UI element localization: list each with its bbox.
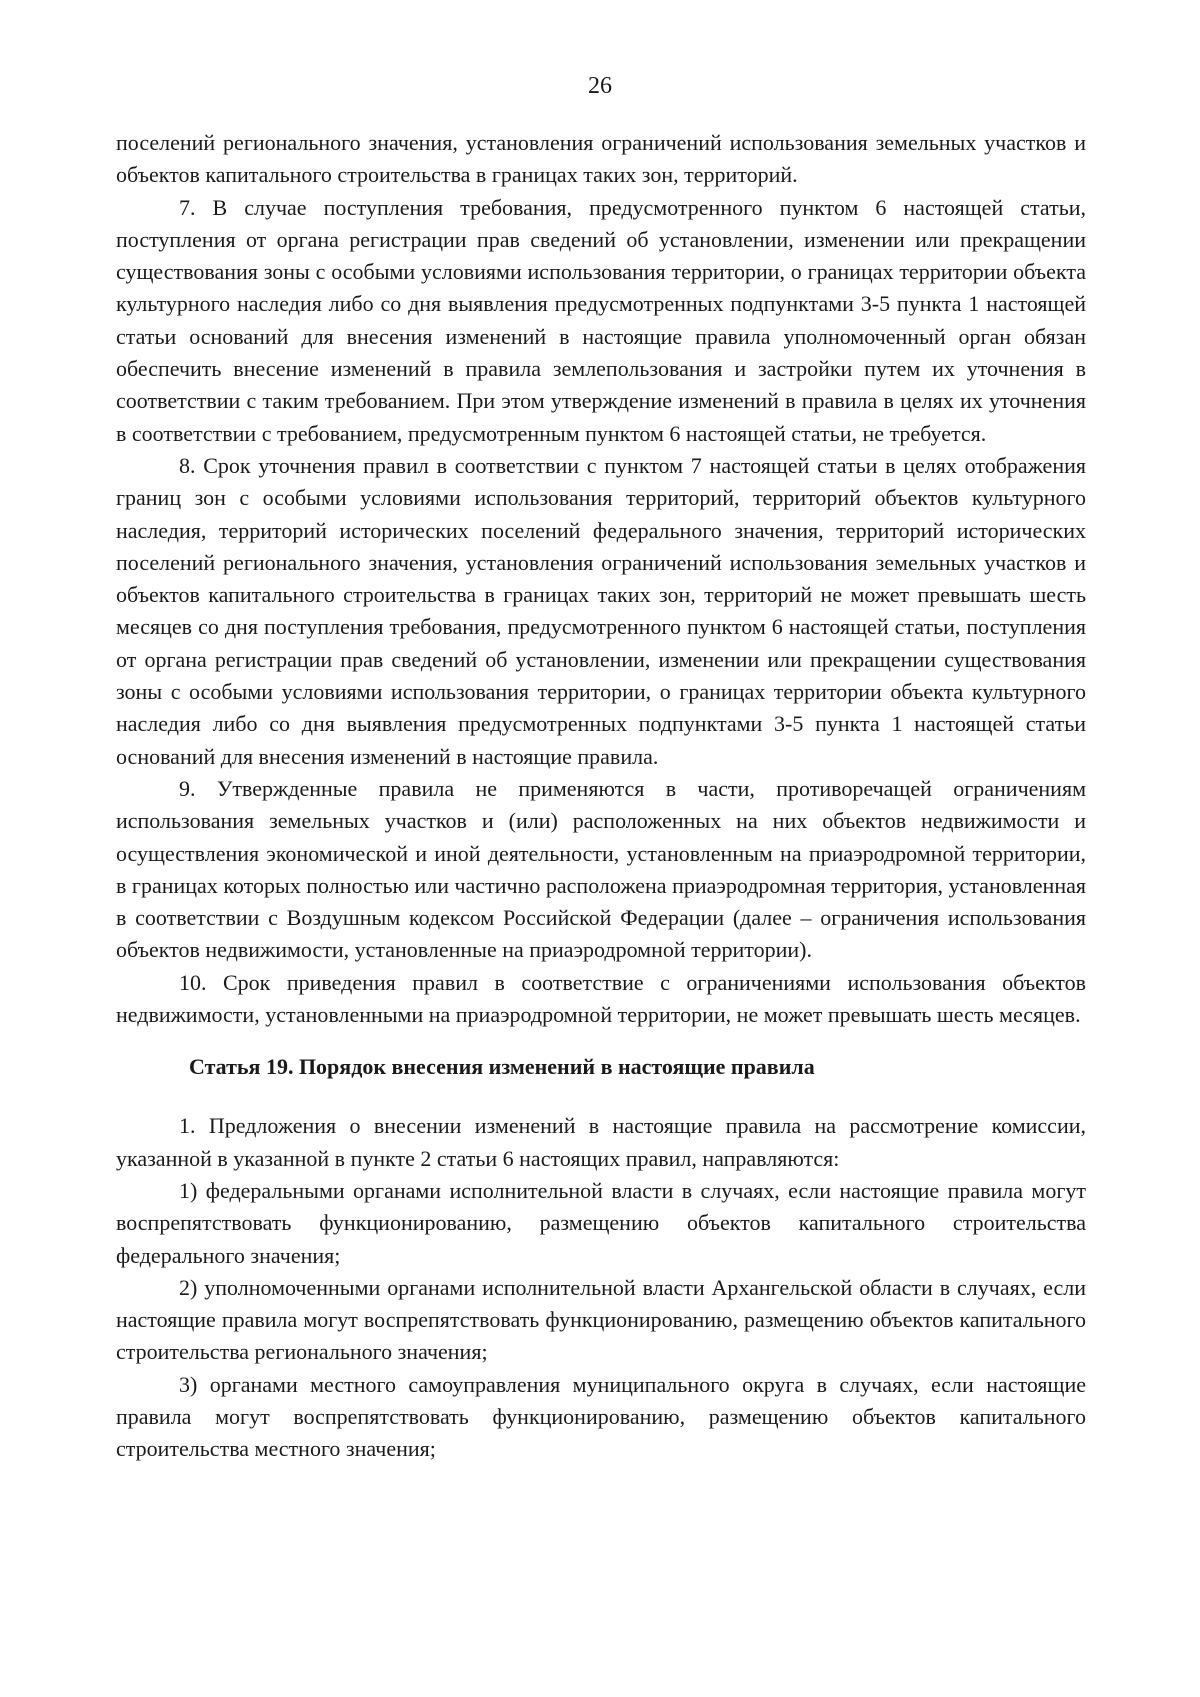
paragraph-item-9: 9. Утвержденные правила не применяются в части, противоречащей ограничениям использования земельных участков и (или) расположенных на них объектов недвижимости и осуществления экономической и иной деятельности, установленным на приаэродромной территории, в границах которых полностью или частично расположена приаэродромная территория, установленная в соответствии с Воздушным кодексом Российской Федерации (далее – ограничения использования объектов недвижимости, установленные на приаэродромной территории). <box>116 775 1086 963</box>
paragraph-subitem-1: 1) федеральными органами исполнительной власти в случаях, если настоящие правила могут воспрепятствовать функционированию, размещению объектов капитального строительства федерального значения; <box>116 1177 1086 1268</box>
document-body <box>116 127 1086 1466</box>
page-number: 26 <box>588 73 612 99</box>
paragraph-article19-item-1: 1. Предложения о внесении изменений в настоящие правила на рассмотрение комиссии, указанной в указанной в пункте 2 статьи 6 настоящих правил, направляются: <box>116 1113 1086 1171</box>
paragraph-continuation: поселений регионального значения, установления ограничений использования земельных участков и объектов капитального строительства в границах таких зон, территорий. <box>116 130 1086 188</box>
paragraph-subitem-3: 3) органами местного самоуправления муниципального округа в случаях, если настоящие правила могут воспрепятствовать функционированию, размещению объектов капитального строительства местного значения; <box>116 1371 1086 1462</box>
paragraph-item-8: 8. Срок уточнения правил в соответствии с пунктом 7 настоящей статьи в целях отображения границ зон с особыми условиями использования территорий, территорий объектов культурного наследия, территорий исторических поселений федерального значения, территорий исторических поселений регионального значения, установления ограничений использования земельных участков и объектов капитального строительства в границах таких зон, территорий не может превышать шесть месяцев со дня поступления требования, предусмотренного пунктом 6 настоящей статьи, поступления от органа регистрации прав сведений об установлении, изменении или прекращении существования зоны с особыми условиями использования территории, о границах территории объекта культурного наследия либо со дня выявления предусмотренных подпунктами 3-5 пункта 1 настоящей статьи оснований для внесения изменений в настоящие правила. <box>116 452 1086 769</box>
paragraph-item-7: 7. В случае поступления требования, предусмотренного пунктом 6 настоящей статьи, поступления от органа регистрации прав сведений об установлении, изменении или прекращении существования зоны с особыми условиями использования территории, о границах территории объекта культурного наследия либо со дня выявления предусмотренных подпунктами 3-5 пункта 1 настоящей статьи оснований для внесения изменений в настоящие правила уполномоченный орган обязан обеспечить внесение изменений в правила землепользования и застройки путем их уточнения в соответствии с таким требованием. При этом утверждение изменений в правила в целях их уточнения в соответствии с требованием, предусмотренным пунктом 6 настоящей статьи, не требуется. <box>116 194 1086 446</box>
paragraph-subitem-2: 2) уполномоченными органами исполнительной власти Архангельской области в случаях, если настоящие правила могут воспрепятствовать функционированию, размещению объектов капитального строительства регионального значения; <box>116 1274 1086 1365</box>
article-heading: Статья 19. Порядок внесения изменений в настоящие правила <box>189 1054 815 1080</box>
paragraph-item-10: 10. Срок приведения правил в соответствие с ограничениями использования объектов недвижимости, установленными на приаэродромной территории, не может превышать шесть месяцев. <box>116 969 1086 1028</box>
